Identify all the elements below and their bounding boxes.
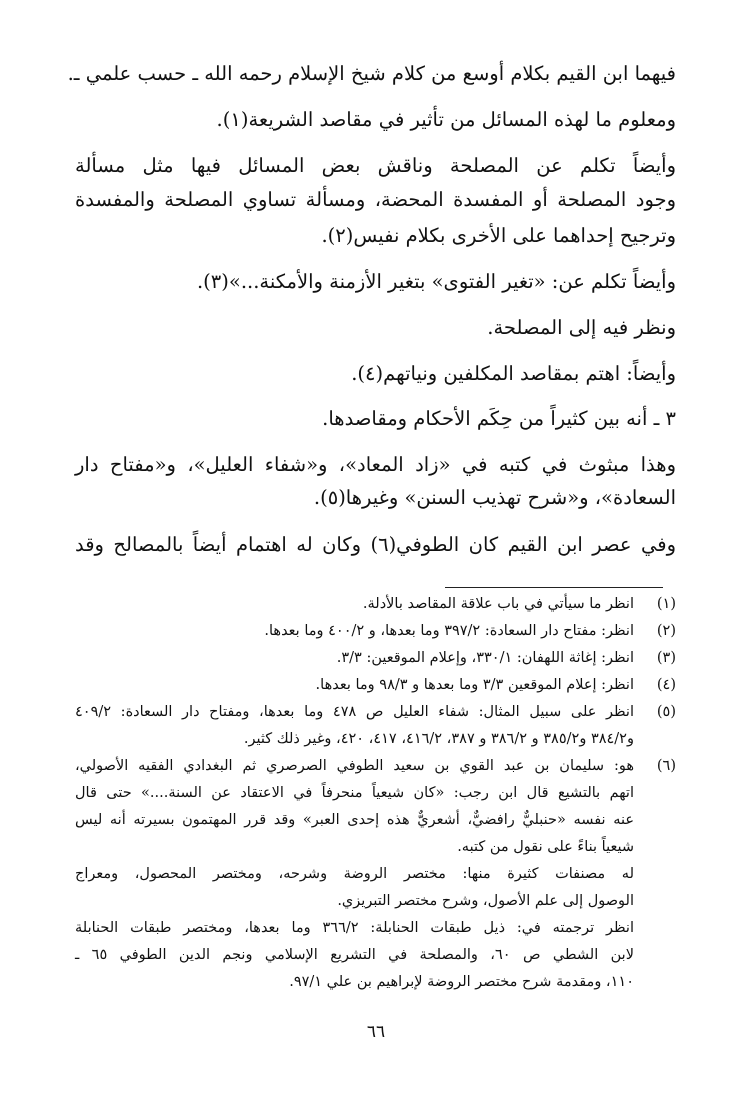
footnote-number-1: (١)	[656, 596, 676, 612]
footnote-number-6: (٦)	[656, 758, 676, 774]
footnote-line-14: لابن الشطي ص ٦٠، والمصلحة في التشريع الإسلامي ونجم الدين الطوفي ٦٥ ـ	[75, 947, 634, 963]
footnote-line-5: انظر على سبيل المثال: شفاء العليل ص ٤٧٨ وما بعدها، ومفتاح دار السعادة: ٤٠٩/٢	[75, 704, 634, 720]
body-line-8: وأيضاً: اهتم بمقاصد المكلفين ونياتهم(٤).	[351, 362, 676, 385]
footnote-line-11: له مصنفات كثيرة منها: مختصر الروضة وشرحه، ومختصر المحصول، ومعراج	[75, 866, 634, 882]
body-line-4: وجود المصلحة أو المفسدة المحضة، ومسألة تساوي المصلحة والمفسدة	[75, 188, 676, 211]
footnote-number-2: (٢)	[656, 623, 676, 639]
body-line-11: السعادة»، و«شرح تهذيب السنن» وغيرها(٥).	[313, 486, 676, 509]
footnote-number-5: (٥)	[656, 704, 676, 720]
body-line-7: ونظر فيه إلى المصلحة.	[487, 316, 676, 339]
footnote-line-6: و٣٨٤/٢ و٣٨٥/٢ و ٣٨٦/٢ و ٣٨٧، ٤١٦/٢، ٤١٧، ٤٢٠، وغير ذلك كثير.	[243, 731, 634, 747]
footnote-line-15: ١١٠، ومقدمة شرح مختصر الروضة لإبراهيم بن علي ٩٧/١.	[289, 974, 634, 990]
footnote-line-1: انظر ما سيأتي في باب علاقة المقاصد بالأدلة.	[362, 596, 634, 612]
footnote-line-13: انظر ترجمته في: ذيل طبقات الحنابلة: ٣٦٦/٢ وما بعدها، ومختصر طبقات الحنابلة	[75, 920, 635, 936]
footnote-line-9: عنه نفسه «حنبليٌّ رافضيٌّ، أشعريٌّ هذه إحدى العبر» وقد قرر المهتمون بسيرته أنه ليس	[75, 812, 634, 828]
footnote-line-12: الوصول إلى علم الأصول، وشرح مختصر التبريزي.	[337, 893, 634, 909]
body-line-2: ومعلوم ما لهذه المسائل من تأثير في مقاصد الشريعة(١).	[216, 108, 676, 131]
footnote-line-10: شيعياً بناءً على نقول من كتبه.	[457, 839, 634, 855]
body-line-3: وأيضاً تكلم عن المصلحة وناقش بعض المسائل فيها مثل مسألة	[75, 154, 676, 177]
page-number: ٦٦	[366, 1022, 386, 1042]
body-line-6: وأيضاً تكلم عن: «تغير الفتوى» بتغير الأزمنة والأمكنة...»(٣).	[196, 270, 676, 293]
body-line-12: وفي عصر ابن القيم كان الطوفي(٦) وكان له اهتمام أيضاً بالمصالح وقد	[75, 533, 676, 556]
footnote-line-2: انظر: مفتاح دار السعادة: ٣٩٧/٢ وما بعدها، و ٤٠٠/٢ وما بعدها.	[264, 623, 634, 639]
body-line-10: وهذا مبثوث في كتبه في «زاد المعاد»، و«شفاء العليل»، و«مفتاح دار	[75, 453, 676, 476]
footnote-line-3: انظر: إغاثة اللهفان: ٣٣٠/١، وإعلام الموقعين: ٣/٣.	[336, 650, 634, 666]
footnote-number-3: (٣)	[656, 650, 676, 666]
footnote-line-7: هو: سليمان بن عبد القوي بن سعيد الطوفي الصرصري ثم البغدادي الفقيه الأصولي،	[75, 758, 634, 774]
footnote-separator	[445, 587, 663, 588]
footnote-number-4: (٤)	[656, 677, 676, 693]
body-line-1: فيهما ابن القيم بكلام أوسع من كلام شيخ الإسلام رحمه الله ـ حسب علمي ـ.	[67, 62, 676, 85]
footnote-line-8: اتهم بالتشيع قال ابن رجب: «كان شيعياً منحرفاً في الاعتقاد عن السنة....» حتى قال	[75, 785, 634, 801]
footnote-line-4: انظر: إعلام الموقعين ٣/٣ وما بعدها و ٩٨/٣ وما بعدها.	[315, 677, 634, 693]
body-line-5: وترجيح إحداهما على الأخرى بكلام نفيس(٢).	[321, 224, 676, 247]
body-line-9: ٣ ـ أنه بين كثيراً من حِكَم الأحكام ومقاصدها.	[322, 407, 676, 430]
